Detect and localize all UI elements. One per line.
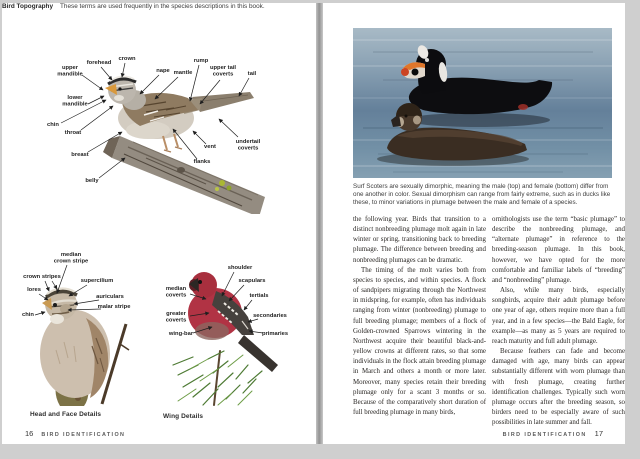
body-paragraph: Also, while many birds, especially songbirds, acquire their adult plumage before one year of age, others require more than a full year, and in a few species—the Bald Eagle, for example—as many as 5 years are required to reach maturity and full adult plumage. <box>492 287 625 345</box>
anatomy-label: wing-bar <box>168 331 194 337</box>
label-leader-line <box>244 300 252 310</box>
body-paragraph: ornithologists use the term “basic plumage” to describe the nonbreeding plumage, and “alternate plumage” in reference to the breeding-season plumage. In this book, however, we have opted for the more comfortable and familiar labels of “breeding” and “nonbreeding” plumage. <box>492 216 625 284</box>
wing-diagram <box>148 255 312 407</box>
label-leader-line <box>81 106 113 130</box>
anatomy-label: lower mandible <box>62 95 88 108</box>
anatomy-label: median coverts <box>165 286 187 299</box>
text-column-1 <box>353 215 486 433</box>
anatomy-label: flanks <box>193 159 211 165</box>
label-leader-line <box>248 319 258 322</box>
anatomy-label: shoulder <box>227 265 253 271</box>
anatomy-label: tail <box>247 71 257 77</box>
anatomy-label: rump <box>193 58 209 64</box>
anatomy-label: median crown stripe <box>53 252 89 265</box>
text-column-2 <box>492 215 625 433</box>
anatomy-label: scapulars <box>238 278 266 284</box>
wing-caption: Wing Details <box>163 413 204 420</box>
label-leader-line <box>140 75 159 94</box>
anatomy-label: mantle <box>173 70 193 76</box>
page-number: 17 <box>594 429 603 438</box>
anatomy-label: breast <box>71 152 89 158</box>
anatomy-label: chin <box>47 122 59 128</box>
label-leader-line <box>82 75 103 90</box>
anatomy-label: supercilium <box>80 278 114 284</box>
anatomy-label: tertials <box>249 293 269 299</box>
label-leader-line <box>35 312 45 315</box>
section-title: BIRD IDENTIFICATION <box>502 432 587 438</box>
label-leader-line <box>74 300 99 304</box>
anatomy-label: undertail coverts <box>235 139 261 152</box>
anatomy-label: upper tail coverts <box>209 65 237 78</box>
anatomy-label: forehead <box>86 60 112 66</box>
anatomy-label: primaries <box>261 331 289 337</box>
anatomy-label: secondaries <box>253 313 287 319</box>
body-text <box>353 215 625 433</box>
label-leader-line <box>45 281 49 291</box>
topography-caption-text: These terms are used frequently in the species descriptions in this book. <box>60 3 265 10</box>
anatomy-label: lores <box>27 287 41 293</box>
conifer-illustration <box>173 351 262 405</box>
surf-scoter-photo <box>353 28 612 178</box>
anatomy-label: nape <box>156 68 170 74</box>
label-leader-line <box>193 131 206 144</box>
page-left <box>2 3 316 444</box>
label-leader-line <box>219 119 238 137</box>
label-leader-line <box>101 67 112 80</box>
page-number: 16 <box>25 429 34 438</box>
footer-right <box>503 429 603 438</box>
bird-topography-diagram <box>16 18 308 214</box>
label-leader-line <box>122 63 125 77</box>
page-gutter <box>316 3 323 444</box>
anatomy-label: upper mandible <box>57 65 83 78</box>
grosbeak-illustration <box>188 272 278 372</box>
anatomy-label: greater coverts <box>165 311 187 324</box>
topography-caption <box>2 3 316 10</box>
anatomy-label: auriculars <box>96 294 124 300</box>
head-face-diagram <box>16 246 152 406</box>
page-right <box>323 3 625 444</box>
anatomy-label: vent <box>204 144 216 150</box>
footer-left <box>25 429 125 438</box>
photo-caption: Surf Scoters are sexually dimorphic, meaning the male (top) and female (bottom) differ from one another in color. Sexual dimorphism can range from fairly extreme, such as in ducks like these, to minor variations in plumage between the male and female of a species. <box>353 183 611 206</box>
head-face-caption: Head and Face Details <box>30 411 102 418</box>
body-paragraph: Because feathers can fade and become damaged with age, many birds can appear substantially different with worn plumage than with fresh plumage, creating further identification challenges. Typically such worn plumage occurs after the breeding season, so birders need to be especially aware of such possibilities in late summer and fall. <box>492 348 625 427</box>
anatomy-label: belly <box>85 178 99 184</box>
anatomy-label: crown <box>118 56 136 62</box>
anatomy-label: chin <box>22 312 34 318</box>
label-leader-line <box>99 158 125 178</box>
label-leader-line <box>88 96 104 104</box>
label-leader-line <box>52 281 57 289</box>
body-paragraph: the following year. Birds that transition to a distinct nonbreeding plumage molt again in late winter or spring, transitioning back to breeding plumage. The difference between breeding and nonbreeding plumages can be dramatic. <box>353 216 486 264</box>
section-title: BIRD IDENTIFICATION <box>41 432 126 438</box>
anatomy-label: malar stripe <box>97 304 131 310</box>
anatomy-label: throat <box>64 130 82 136</box>
anatomy-label: crown stripes <box>23 274 61 280</box>
body-paragraph: The timing of the molt varies both from species to species, and within species. A flock of sandpipers migrating through the Northwest in midspring, for example, often has individuals ranging from winter (nonbreeding) plumage to full breeding plumage; members of a flock of Golden-crowned Sparrows wintering in the Northwest acquire their beautiful black-and-yellow crowns at different rates, so that some individuals in the flock attain breeding plumage in March and others a month or more later. Moreover, many species retain their breeding plumage only for a scant 3 months or so. Because of the comparatively short duration of full breeding plumage in many birds, <box>353 266 486 416</box>
topography-caption-title: Bird Topography <box>2 3 54 10</box>
